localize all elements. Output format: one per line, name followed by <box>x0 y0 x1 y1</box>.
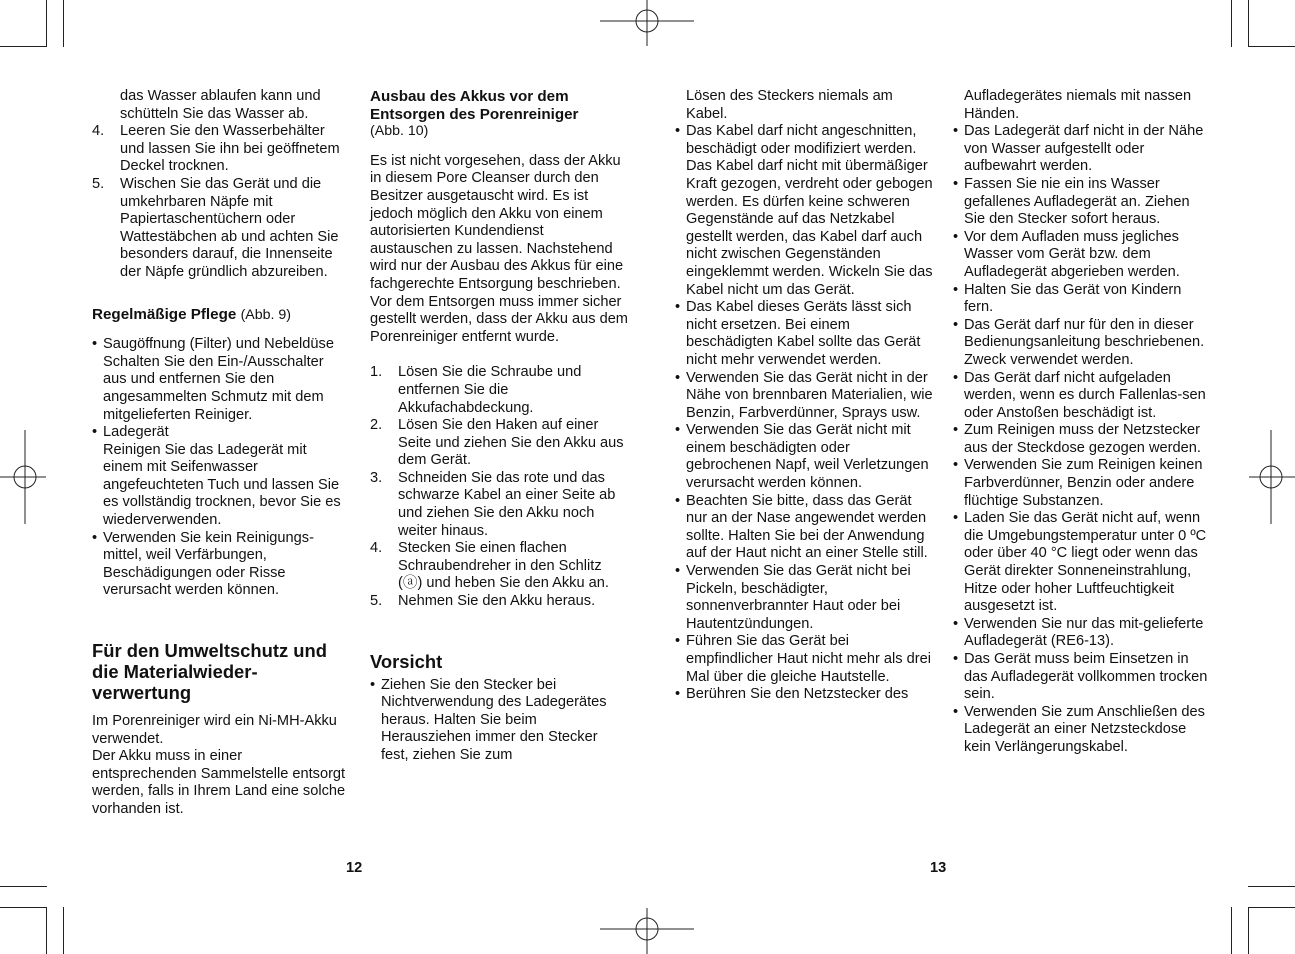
page-number-right: 13 <box>930 860 947 876</box>
care-heading: Regelmäßige Pflege (Abb. 9) <box>92 305 292 323</box>
battery-para-2: Vor dem Entsorgen muss immer sicher gestellt werden, dass der Akku aus dem Porenreiniger entfernt wurde. <box>370 293 628 345</box>
list-item: • Verwenden Sie zum Reinigen keinen Farbverdünner, Benzin oder andere flüchtige Substanzen. <box>953 457 1203 509</box>
list-item: • Das Kabel dieses Geräts lässt sich nicht ersetzen. Bei einem beschädigten Kabel sollte das Gerät nicht mehr verwendet werden. <box>675 299 921 368</box>
list-item: • Das Ladegerät darf nicht in der Nähe von Wasser aufgestellt oder aufbewahrt werden. <box>953 123 1204 175</box>
list-item: 1. Lösen Sie die Schraube und entfernen Sie die Akkufachabdeckung. <box>370 364 582 416</box>
list-item: 3. Schneiden Sie das rote und das schwarze Kabel an einer Seite ab und ziehen Sie den Akku noch weiter hinaus. <box>370 469 616 539</box>
list-item: • Das Gerät darf nicht aufgeladen werden, wenn es durch Fallenlas-sen oder Anstoßen beschädigt ist. <box>953 369 1206 421</box>
list-item: • Ziehen Sie den Stecker bei Nichtverwendung des Ladegerätes heraus. Halten Sie beim Herausziehen immer den Stecker fest, ziehen Sie zum <box>370 676 607 763</box>
column-4 <box>953 88 1211 757</box>
caution-heading: Vorsicht <box>370 650 443 672</box>
battery-heading: Ausbau des Akkus vor dem Entsorgen des Porenreiniger <box>370 88 579 123</box>
list-item: • Das Gerät darf nur für den in dieser Bedienungsanleitung beschriebenen. Zweck verwendet werden. <box>953 316 1205 368</box>
list-item: • Saugöffnung (Filter) und Nebeldüse Schalten Sie den Ein-/Ausschalter aus und entfernen Sie den angesammelten Schmutz mit dem mitgelieferten Reiniger. <box>92 336 334 423</box>
battery-para-1: Es ist nicht vorgesehen, dass der Akku in diesem Pore Cleanser durch den Besitzer ausgetauscht wird. Es ist jedoch möglich den Akku von einem autorisierten Kundendienst austauschen zu lassen. Nachstehend wird nur der Ausbau des Akkus für eine fachgerechte Entsorgung beschrieben. <box>370 152 624 292</box>
list-item: • Verwenden Sie zum Anschließen des Ladegerät an einer Netzsteckdose kein Verlängerungskabel. <box>953 703 1205 755</box>
list-item: • Verwenden Sie das Gerät nicht mit einem beschädigten oder gebrochenen Napf, weil Verletzungen verursacht werden können. <box>675 422 929 492</box>
continued-text: das Wasser ablaufen kann und schütteln Sie das Wasser ab. <box>120 88 321 122</box>
env-text-1: Im Porenreiniger wird ein Ni-MH-Akku verwendet. <box>92 713 337 747</box>
list-item: • Das Gerät muss beim Einsetzen in das Aufladegerät vollkommen trocken sein. <box>953 651 1208 703</box>
list-item: 4. Stecken Sie einen flachen Schraubendreher in den Schlitz (ⓐ) und heben Sie den Akku an. <box>370 540 609 592</box>
registration-mark-left <box>0 430 48 525</box>
list-item: • Vor dem Aufladen muss jegliches Wasser vom Gerät bzw. dem Aufladegerät abgerieben werden. <box>953 228 1180 280</box>
list-item: • Verwenden Sie das Gerät nicht bei Pickeln, beschädigter, sonnenverbrannter Haut oder bei Hautentzündungen. <box>675 563 911 632</box>
list-item: • Verwenden Sie nur das mit-gelieferte Aufladegerät (RE6-13). <box>953 615 1204 650</box>
list-item: • Ladegerät Reinigen Sie das Ladegerät mit einem mit Seifenwasser angefeuchteten Tuch und lassen Sie es vollständig trocknen, bevor Sie es wiederverwenden. <box>92 424 341 529</box>
registration-mark-right <box>1247 430 1295 525</box>
list-item: • Zum Reinigen muss der Netzstecker aus der Steckdose gezogen werden. <box>953 422 1201 456</box>
list-item: 5. Nehmen Sie den Akku heraus. <box>370 593 596 610</box>
cleaning-steps <box>92 123 350 281</box>
list-item: • Laden Sie das Gerät nicht auf, wenn die Umgebungstemperatur unter 0 ºC oder über 40 °C liegt oder wenn das Gerät direkter Sonneneinstrahlung, Hitze oder hoher Luftfeuchtigkeit ausgesetzt ist. <box>953 510 1207 615</box>
continued-text: Lösen des Steckers niemals am Kabel. <box>686 88 893 122</box>
list-item: 5. Wischen Sie das Gerät und die umkehrbaren Näpfe mit Papiertaschentüchern oder Wattestäbchen ab und achten Sie besonders darauf, die Innenseite der Näpfe gründlich abzureiben. <box>92 175 339 280</box>
registration-mark-top <box>600 0 695 48</box>
column-1 <box>92 88 350 819</box>
registration-mark-bottom <box>600 906 695 954</box>
caution-list-continued <box>675 123 933 704</box>
care-list <box>92 336 350 600</box>
figure-ref: (Abb. 10) <box>370 123 429 140</box>
list-item: • Beachten Sie bitte, dass das Gerät nur an der Nase angewendet werden sollte. Halten Sie bei der Anwendung auf der Haut nicht an einer Stelle still. <box>675 492 928 562</box>
list-item: • Berühren Sie den Netzstecker des <box>675 686 909 703</box>
battery-steps <box>370 364 628 610</box>
column-2 <box>370 88 628 765</box>
list-item: • Verwenden Sie das Gerät nicht in der Nähe von brennbaren Materialien, wie Benzin, Farbverdünner, Sprays usw. <box>675 369 933 421</box>
caution-list <box>370 677 628 765</box>
page-number-left: 12 <box>346 860 363 876</box>
list-item: • Das Kabel darf nicht angeschnitten, beschädigt oder modifiziert werden. Das Kabel darf nicht mit übermäßiger Kraft gezogen, verdreht oder gebogen werden. Es dürfen keine schweren Gegenstände auf das Netzkabel gestellt werden, das Kabel darf auch nicht zwischen Gegenständen eingeklemmt werden. Wickeln Sie das Kabel nicht um das Gerät. <box>675 123 933 298</box>
env-text-2: Der Akku muss in einer entsprechenden Sammelstelle entsorgt werden, falls in Ihrem Land eine solche vorhanden ist. <box>92 748 346 817</box>
continued-text: Aufladegerätes niemals mit nassen Händen. <box>964 88 1192 122</box>
list-item: • Halten Sie das Gerät von Kindern fern. <box>953 281 1182 316</box>
column-3 <box>675 88 933 704</box>
list-item: • Fassen Sie nie ein ins Wasser gefallenes Aufladegerät an. Ziehen Sie den Stecker sofort heraus. <box>953 175 1190 228</box>
list-item: • Verwenden Sie kein Reinigungs-mittel, weil Verfärbungen, Beschädigungen oder Risse verursacht werden können. <box>92 529 314 599</box>
list-item: 4. Leeren Sie den Wasserbehälter und lassen Sie ihn bei geöffnetem Deckel trocknen. <box>92 123 340 175</box>
caution-list-continued <box>953 123 1211 756</box>
list-item: 2. Lösen Sie den Haken auf einer Seite und ziehen Sie den Akku aus dem Gerät. <box>370 417 624 469</box>
env-heading: Für den Umweltschutz und die Materialwieder-verwertung <box>92 640 327 704</box>
list-item: • Führen Sie das Gerät bei empfindlicher Haut nicht mehr als drei Mal über die gleiche Hautstelle. <box>675 633 931 685</box>
figure-ref: (Abb. 9) <box>240 306 292 323</box>
